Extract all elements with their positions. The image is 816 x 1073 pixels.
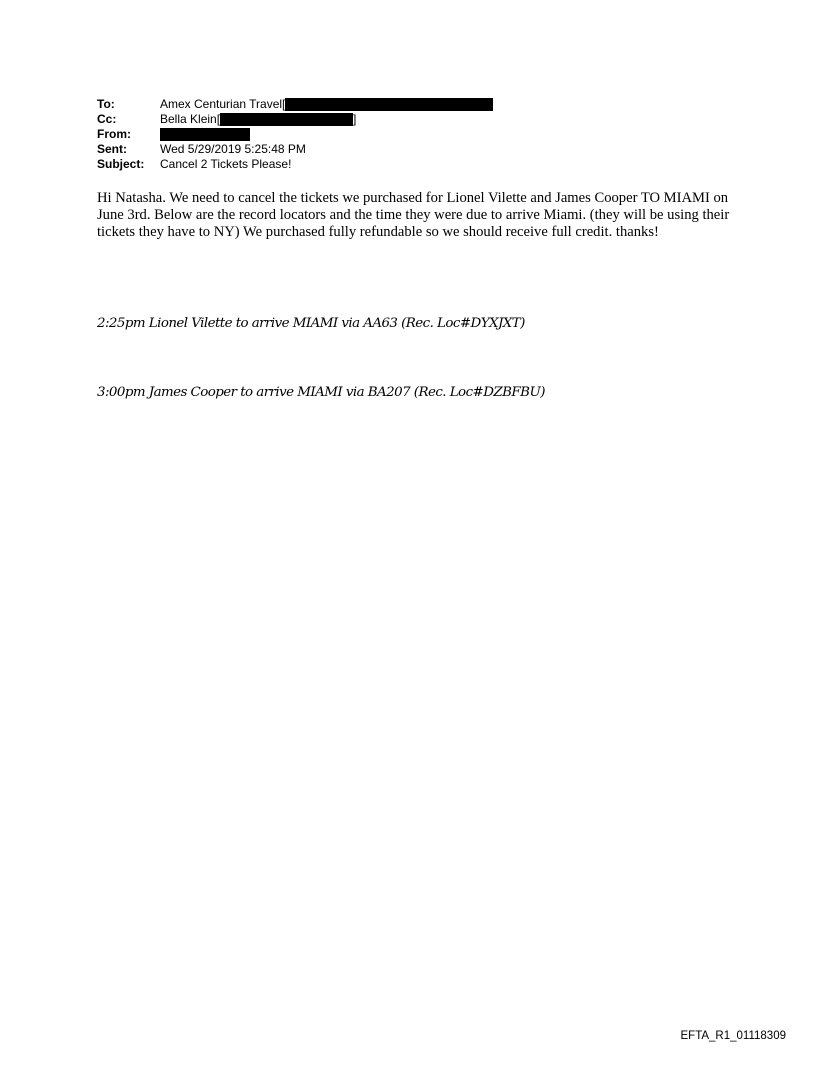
cc-value — [160, 112, 356, 127]
subject-value: Cancel 2 Tickets Please! — [160, 157, 292, 171]
sent-value: Wed 5/29/2019 5:25:48 PM — [160, 142, 306, 156]
to-recipient: Amex Centurian Travel[ — [160, 97, 286, 111]
email-body-paragraph: Hi Natasha. We need to cancel the tickets we purchased for Lionel Vilette and James Cooper TO MIAMI on June 3rd. Below are the record locators and the time they were due to arrive Miami. (they will be using their tickets they have to NY) We purchased fully refundable so we should receive full credit. thanks! — [97, 190, 730, 240]
document-id: EFTA_R1_01118309 — [680, 1030, 786, 1042]
cc-bracket-close: ] — [353, 112, 357, 126]
cc-row — [97, 112, 493, 127]
cc-redaction — [220, 113, 353, 126]
to-redaction — [285, 98, 493, 111]
cc-label: Cc: — [97, 112, 117, 126]
subject-row — [97, 157, 493, 172]
arrival-line-cooper: 3:00pm James Cooper to arrive MIAMI via BA207 (Rec. Loc#DZBFBU) — [97, 385, 545, 400]
from-redaction — [160, 128, 250, 141]
to-row — [97, 97, 493, 112]
from-label: From: — [97, 127, 131, 141]
from-value — [160, 128, 250, 141]
sent-label: Sent: — [97, 142, 127, 156]
to-label: To: — [97, 97, 115, 111]
to-value — [160, 97, 493, 112]
from-row — [97, 127, 493, 142]
cc-recipient: Bella Klein[ — [160, 112, 221, 126]
arrival-line-vilette: 2:25pm Lionel Vilette to arrive MIAMI via AA63 (Rec. Loc#DYXJXT) — [97, 316, 525, 331]
email-header — [97, 97, 493, 172]
sent-row — [97, 142, 493, 157]
subject-label: Subject: — [97, 157, 145, 171]
